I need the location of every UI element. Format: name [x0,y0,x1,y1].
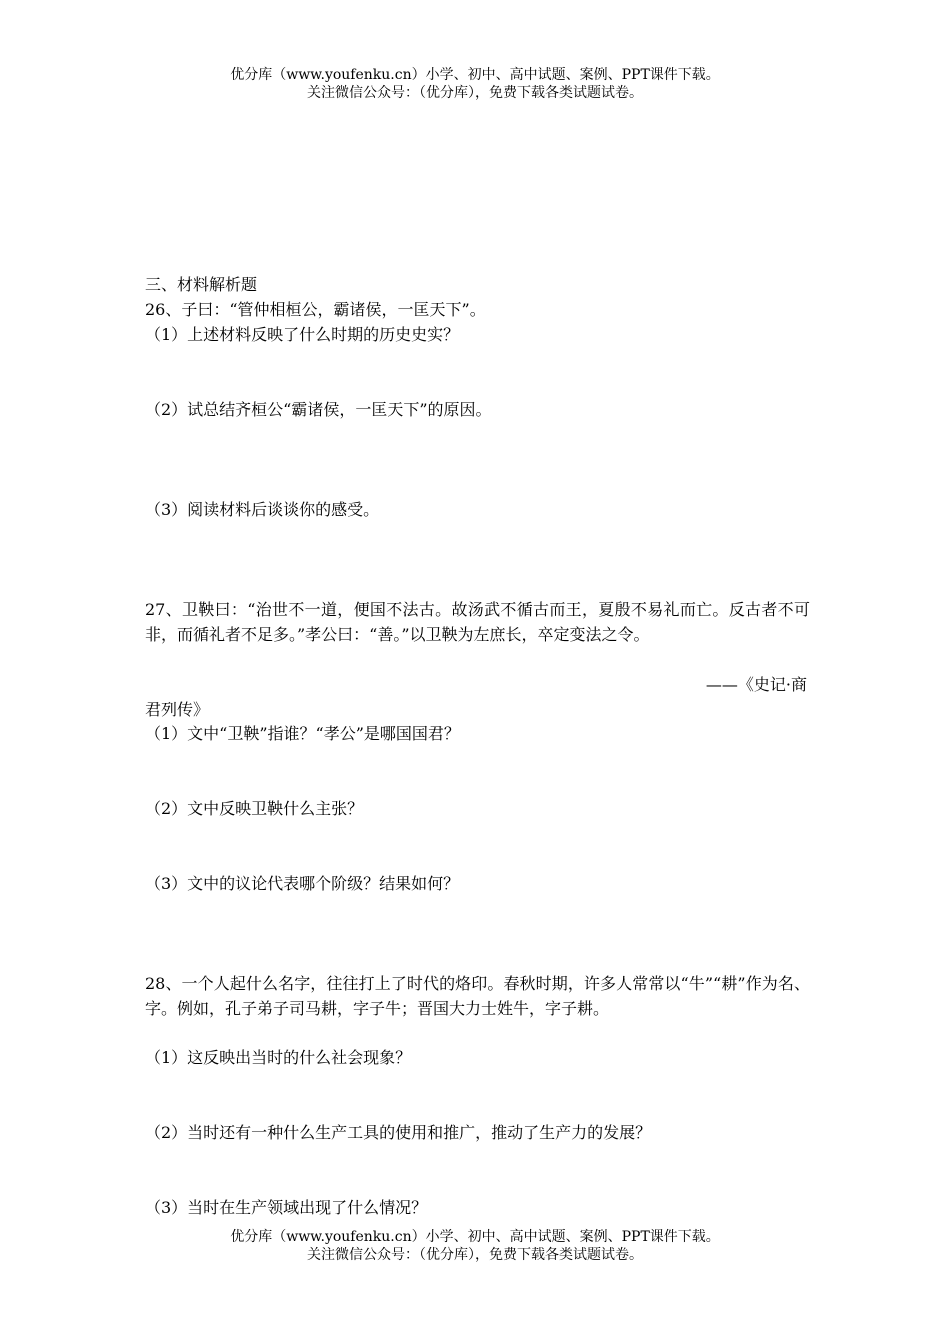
q27-sub3: （3）文中的议论代表哪个阶级？结果如何？ [145,874,460,893]
header-line-1: 优分库（www.youfenku.cn）小学、初中、高中试题、案例、PPT课件下载。 [230,67,720,83]
page-footer [0,1228,950,1264]
q28-sub2: （2）当时还有一种什么生产工具的使用和推广，推动了生产力的发展？ [145,1123,652,1142]
q27-sub1: （1）文中“卫鞅”指谁？“孝公”是哪国国君？ [145,724,460,743]
q27-source-part2: 君列传》 [145,700,210,719]
q27-sub2: （2）文中反映卫鞅什么主张？ [145,799,364,818]
header-line-2: 关注微信公众号：（优分库），免费下载各类试题试卷。 [307,85,643,101]
q27-stem: 27、卫鞅曰：“治世不一道，便国不法古。故汤武不循古而王，夏殷不易礼而亡。反古者不可非，而循礼者不足多。”孝公曰：“善。”以卫鞅为左庶长，卒定变法之令。 [145,600,810,644]
q27-source-part1: ——《史记·商 [705,675,807,694]
q28-sub1: （1）这反映出当时的什么社会现象？ [145,1048,412,1067]
q26-sub1: （1）上述材料反映了什么时期的历史史实？ [145,325,460,344]
q26-stem: 26、子曰：“管仲相桓公，霸诸侯，一匡天下”。 [145,300,486,319]
footer-line-2: 关注微信公众号：（优分库），免费下载各类试题试卷。 [307,1247,643,1263]
page-header [0,66,950,102]
q26-sub3: （3）阅读材料后谈谈你的感受。 [145,500,380,519]
footer-line-1: 优分库（www.youfenku.cn）小学、初中、高中试题、案例、PPT课件下载。 [230,1229,720,1245]
section-title: 三、材料解析题 [145,275,258,294]
q28-stem: 28、一个人起什么名字，往往打上了时代的烙印。春秋时期，许多人常常以“牛”“耕”作为名、字。例如，孔子弟子司马耕，字子牛；晋国大力士姓牛，字子耕。 [145,974,810,1018]
q26-sub2: （2）试总结齐桓公“霸诸侯，一匡天下”的原因。 [145,400,492,419]
q28-sub3: （3）当时在生产领域出现了什么情况？ [145,1198,428,1217]
